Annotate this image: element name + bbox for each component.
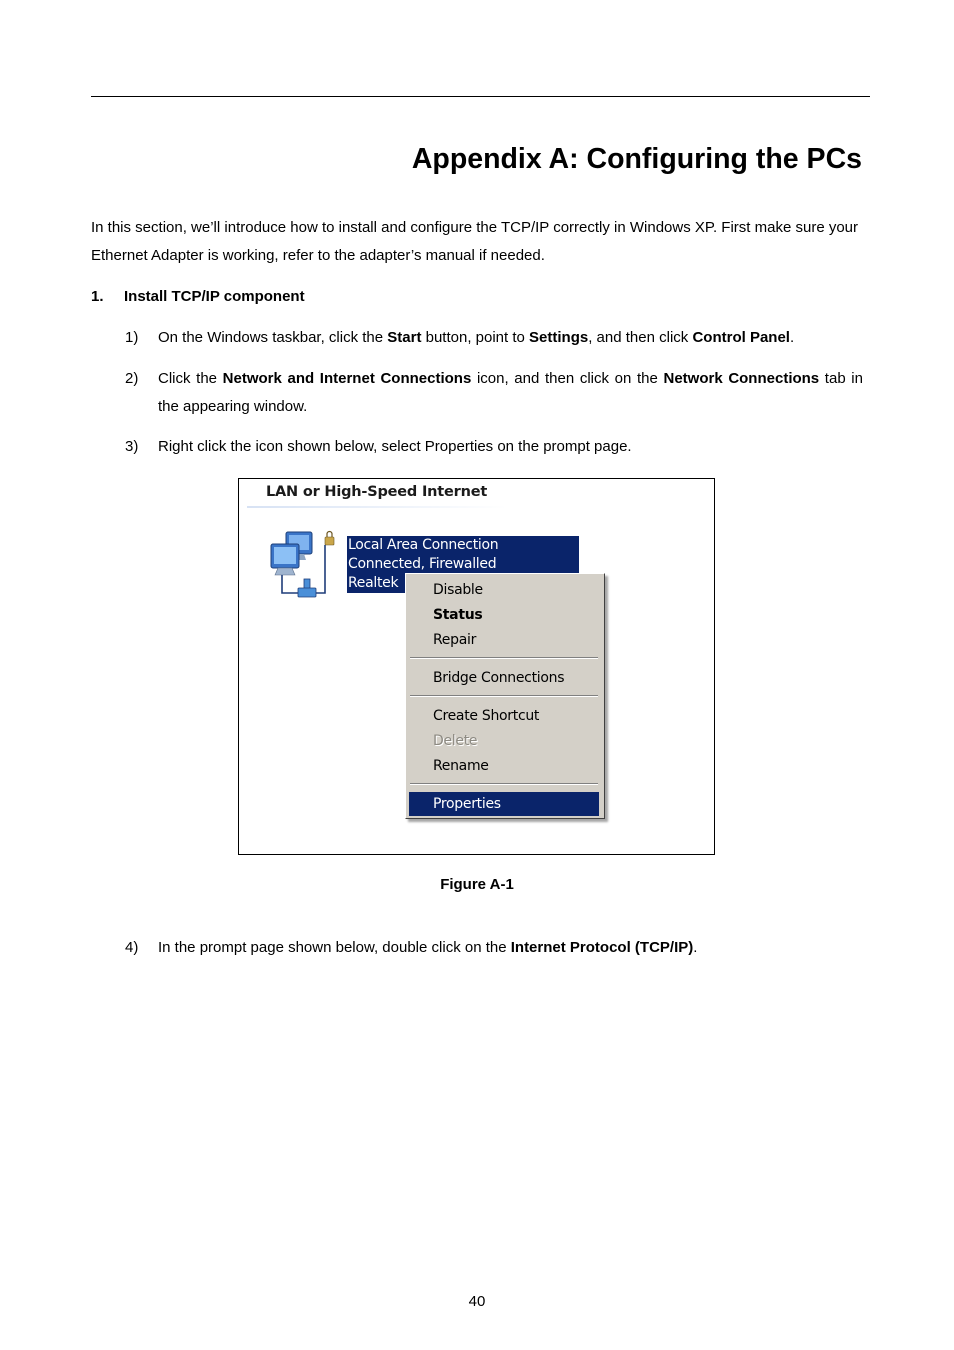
menu-item-label: Rename (433, 758, 489, 774)
menu-item-create-shortcut[interactable] (409, 704, 599, 728)
menu-item-status[interactable] (409, 603, 599, 627)
step-number: 1) (125, 329, 139, 346)
menu-item-disable[interactable] (409, 578, 599, 602)
step-1 (125, 324, 863, 352)
header-rule (91, 96, 870, 97)
ui-term: Network Connections (663, 370, 820, 387)
group-divider (247, 506, 507, 508)
page-number: 40 (468, 1293, 486, 1310)
connection-name: Local Area Connection (348, 537, 499, 553)
ui-term: Control Panel (692, 329, 790, 346)
intro-paragraph: In this section, we’ll introduce how to install and configure the TCP/IP correctly in Windows XP. First make sure your Ethernet Adapter is working, refer to the adapter’s manual if needed. (91, 219, 859, 264)
context-menu (405, 573, 605, 819)
network-connection-icon[interactable] (268, 527, 338, 603)
menu-item-label: Status (433, 607, 483, 623)
page-title: Appendix A: Configuring the PCs (411, 143, 862, 175)
menu-item-repair[interactable] (409, 628, 599, 652)
connection-status: Connected, Firewalled (348, 556, 497, 572)
text-run: On the Windows taskbar, click the (158, 329, 388, 346)
menu-item-label: Disable (433, 582, 483, 598)
menu-separator (410, 783, 598, 785)
text-run: . (693, 939, 698, 956)
text-run: Click the (158, 370, 223, 387)
menu-item-label: Bridge Connections (433, 670, 565, 686)
menu-item-label: Delete (433, 733, 478, 749)
ui-term: Network and Internet Connections (222, 370, 472, 387)
ui-term: Internet Protocol (TCP/IP) (510, 939, 694, 956)
ui-term: Start (387, 329, 422, 346)
section-number: 1. (91, 288, 104, 305)
section-title: Install TCP/IP component (124, 288, 305, 305)
menu-item-label: Repair (433, 632, 477, 648)
connection-device: Realtek (348, 575, 399, 591)
menu-item-bridge-connections[interactable] (409, 666, 599, 690)
step-text: Right click the icon shown below, select Properties on the prompt page. (158, 438, 632, 455)
section-heading (91, 286, 305, 308)
step-4 (125, 934, 863, 962)
menu-item-label: Properties (433, 796, 501, 812)
text-run: , and then click (588, 329, 693, 346)
menu-separator (410, 657, 598, 659)
text-run: In the prompt page shown below, double click on the (158, 939, 511, 956)
menu-separator (410, 695, 598, 697)
text-run: icon, and then click on the (471, 370, 664, 387)
menu-item-rename[interactable] (409, 754, 599, 778)
group-title: LAN or High-Speed Internet (266, 484, 488, 500)
text-run: button, point to (421, 329, 530, 346)
screenshot-figure (238, 478, 715, 855)
menu-item-properties[interactable] (409, 792, 599, 816)
text-run: tab in the appearing window. (158, 370, 863, 415)
step-3 (125, 433, 863, 461)
step-text (158, 324, 863, 352)
ui-term: Settings (529, 329, 589, 346)
menu-item-label: Create Shortcut (433, 708, 540, 724)
step-number: 3) (125, 438, 139, 455)
step-2 (125, 365, 863, 421)
menu-item-delete (409, 729, 599, 753)
step-number: 2) (125, 370, 139, 387)
figure-caption: Figure A-1 (440, 876, 514, 893)
step-number: 4) (125, 939, 139, 956)
text-run: . (789, 329, 795, 346)
step-text (158, 934, 863, 962)
step-text (158, 365, 863, 421)
